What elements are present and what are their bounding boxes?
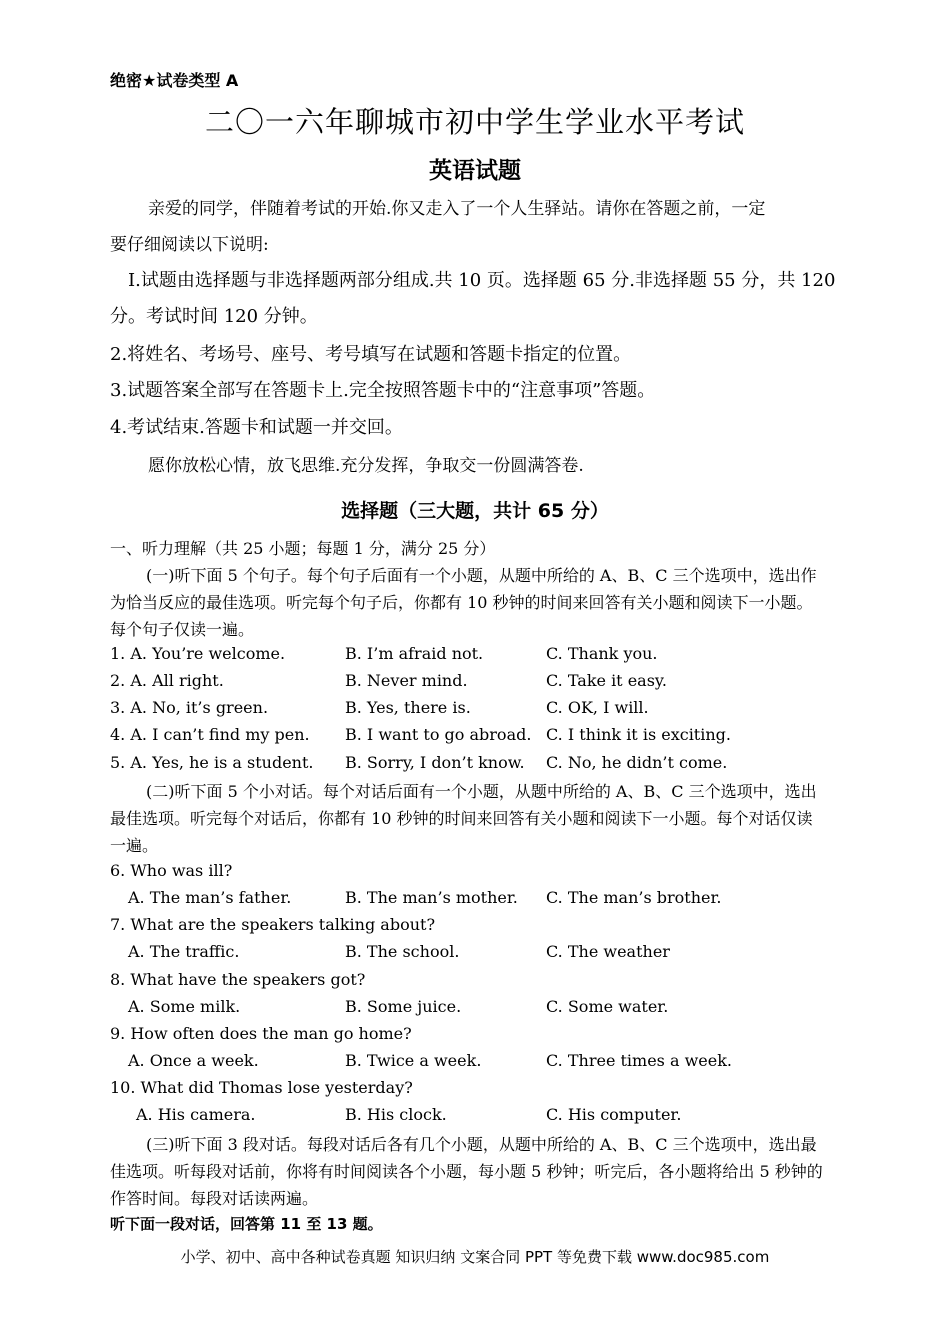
- q7-stem: 7. What are the speakers talking about?: [110, 915, 436, 934]
- sub1-line-2: 为恰当反应的最佳选项。听完每个句子后，你都有 10 秒钟的时间来回答有关小题和阅读下一小题。: [110, 593, 813, 612]
- sub2-line-1: (二)听下面 5 个小对话。每个对话后面有一个小题，从题中所给的 A、B、C 三个选项中，选出: [146, 782, 817, 801]
- q10-option-c: C. His computer.: [546, 1105, 682, 1124]
- sub1-line-3: 每个句子仅读一遍。: [110, 620, 255, 639]
- instruction-4: 4.考试结束.答题卡和试题一并交回。: [110, 417, 403, 438]
- q4-option-c: C. I think it is exciting.: [546, 725, 731, 744]
- q9-option-b: B. Twice a week.: [345, 1051, 482, 1070]
- instruction-3: 3.试题答案全部写在答题卡上.完全按照答题卡中的“注意事项”答题。: [110, 380, 656, 401]
- q1-option-a: 1. A. You’re welcome.: [110, 644, 286, 663]
- instruction-1-line-1: I.试题由选择题与非选择题两部分组成.共 10 页。选择题 65 分.非选择题 55 分，共 120: [128, 270, 836, 291]
- q3-option-b: B. Yes, there is.: [345, 698, 471, 717]
- q5-option-b: B. Sorry, I don’t know.: [345, 753, 525, 772]
- wish-line: 愿你放松心情，放飞思维.充分发挥，争取交一份圆满答卷.: [148, 456, 584, 476]
- sub3-line-2: 佳选项。听每段对话前，你将有时间阅读各个小题，每小题 5 秒钟；听完后，各小题将给出 5 秒钟的: [110, 1162, 823, 1181]
- q1-option-b: B. I’m afraid not.: [345, 644, 484, 663]
- q5-option-a: 5. A. Yes, he is a student.: [110, 753, 314, 772]
- footer-text: 小学、初中、高中各种试卷真题 知识归纳 文案合同 PPT 等免费下载 www.doc985.com: [180, 1248, 770, 1266]
- q10-option-a: A. His camera.: [136, 1105, 256, 1124]
- sub1-line-1: (一)听下面 5 个句子。每个句子后面有一个小题，从题中所给的 A、B、C 三个选项中，选出作: [146, 566, 817, 585]
- q1-option-c: C. Thank you.: [546, 644, 658, 663]
- q10-option-b: B. His clock.: [345, 1105, 447, 1124]
- q2-option-c: C. Take it easy.: [546, 671, 667, 690]
- intro-line-1: 亲爱的同学，伴随着考试的开始.你又走入了一个人生驿站。请你在答题之前，一定: [148, 199, 766, 219]
- q6-option-c: C. The man’s brother.: [546, 888, 722, 907]
- q2-option-a: 2. A. All right.: [110, 671, 224, 690]
- q3-option-a: 3. A. No, it’s green.: [110, 698, 269, 717]
- q8-option-a: A. Some milk.: [128, 997, 241, 1016]
- q2-option-b: B. Never mind.: [345, 671, 468, 690]
- q6-option-a: A. The man’s father.: [128, 888, 292, 907]
- q3-option-c: C. OK, I will.: [546, 698, 649, 717]
- q9-stem: 9. How often does the man go home?: [110, 1024, 412, 1043]
- q6-stem: 6. Who was ill?: [110, 861, 233, 880]
- q7-option-a: A. The traffic.: [128, 942, 240, 961]
- part1-heading: 一、听力理解（共 25 小题；每题 1 分，满分 25 分）: [110, 539, 496, 558]
- instruction-1-line-2: 分。考试时间 120 分钟。: [110, 306, 318, 327]
- q8-option-b: B. Some juice.: [345, 997, 462, 1016]
- q5-option-c: C. No, he didn’t come.: [546, 753, 728, 772]
- q7-option-b: B. The school.: [345, 942, 460, 961]
- sub3-line-3: 作答时间。每段对话读两遍。: [110, 1189, 319, 1208]
- q8-option-c: C. Some water.: [546, 997, 669, 1016]
- sub3-line-1: (三)听下面 3 段对话。每段对话后各有几个小题，从题中所给的 A、B、C 三个选项中，选出最: [146, 1135, 817, 1154]
- q8-stem: 8. What have the speakers got?: [110, 970, 366, 989]
- q10-stem: 10. What did Thomas lose yesterday?: [110, 1078, 413, 1097]
- q7-option-c: C. The weather: [546, 942, 670, 961]
- q6-option-b: B. The man’s mother.: [345, 888, 518, 907]
- subject-title: 英语试题: [429, 158, 521, 184]
- instruction-2: 2.将姓名、考场号、座号、考号填写在试题和答题卡指定的位置。: [110, 344, 632, 365]
- exam-title: 二〇一六年聊城市初中学生学业水平考试: [204, 105, 745, 139]
- sub2-line-3: 一遍。: [110, 836, 159, 855]
- confidential-label: 绝密★试卷类型 A: [110, 71, 239, 90]
- q9-option-c: C. Three times a week.: [546, 1051, 733, 1070]
- next-dialog-instruction: 听下面一段对话，回答第 11 至 13 题。: [110, 1215, 383, 1233]
- sub2-line-2: 最佳选项。听完每个对话后，你都有 10 秒钟的时间来回答有关小题和阅读下一小题。每个对话仅读: [110, 809, 813, 828]
- intro-line-2: 要仔细阅读以下说明:: [110, 235, 269, 255]
- section-title: 选择题（三大题，共计 65 分）: [341, 500, 609, 522]
- q9-option-a: A. Once a week.: [128, 1051, 259, 1070]
- q4-option-a: 4. A. I can’t find my pen.: [110, 725, 310, 744]
- q4-option-b: B. I want to go abroad.: [345, 725, 532, 744]
